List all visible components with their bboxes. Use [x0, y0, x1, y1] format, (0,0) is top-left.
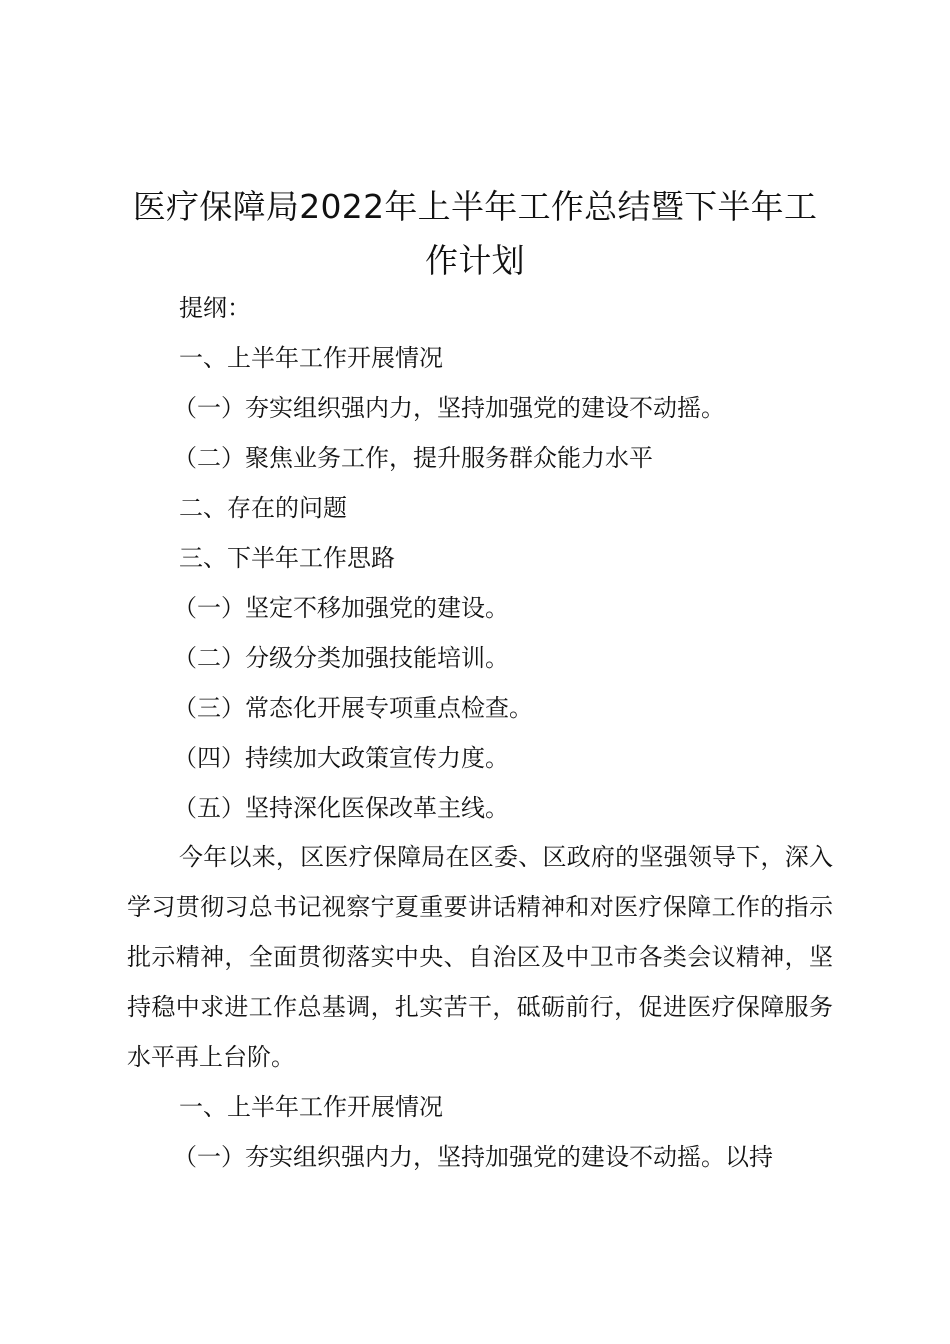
section-heading: 一、上半年工作开展情况: [179, 1093, 443, 1121]
outline-item: 三、下半年工作思路: [179, 544, 395, 572]
outline-label: 提纲：: [179, 294, 251, 322]
outline-item: （二）分级分类加强技能培训。: [173, 644, 509, 672]
outline-item: （三）常态化开展专项重点检查。: [173, 694, 533, 722]
document-title: 医疗保障局2022年上半年工作总结暨下半年工作计划: [132, 187, 818, 280]
outline-item: （五）坚持深化医保改革主线。: [173, 794, 509, 822]
intro-paragraph: 今年以来，区医疗保障局在区委、区政府的坚强领导下，深入学习贯彻习总书记视察宁夏重要讲话精神和对医疗保障工作的指示批示精神，全面贯彻落实中央、自治区及中卫市各类会议精神，坚持稳中求进工作总基调，扎实苦干，砥砺前行，促进医疗保障服务水平再上台阶。: [127, 843, 833, 1071]
outline-item: （一）坚定不移加强党的建设。: [173, 594, 509, 622]
outline-item: （一）夯实组织强内力，坚持加强党的建设不动摇。: [173, 394, 725, 422]
subsection-paragraph: （一）夯实组织强内力，坚持加强党的建设不动摇。以持: [173, 1143, 773, 1171]
document-body: [127, 832, 833, 1182]
outline-item: 二、存在的问题: [179, 494, 347, 522]
outline-item: （二）聚焦业务工作，提升服务群众能力水平: [173, 444, 653, 472]
outline-item: 一、上半年工作开展情况: [179, 344, 443, 372]
outline-list: [127, 283, 837, 833]
outline-item: （四）持续加大政策宣传力度。: [173, 744, 509, 772]
